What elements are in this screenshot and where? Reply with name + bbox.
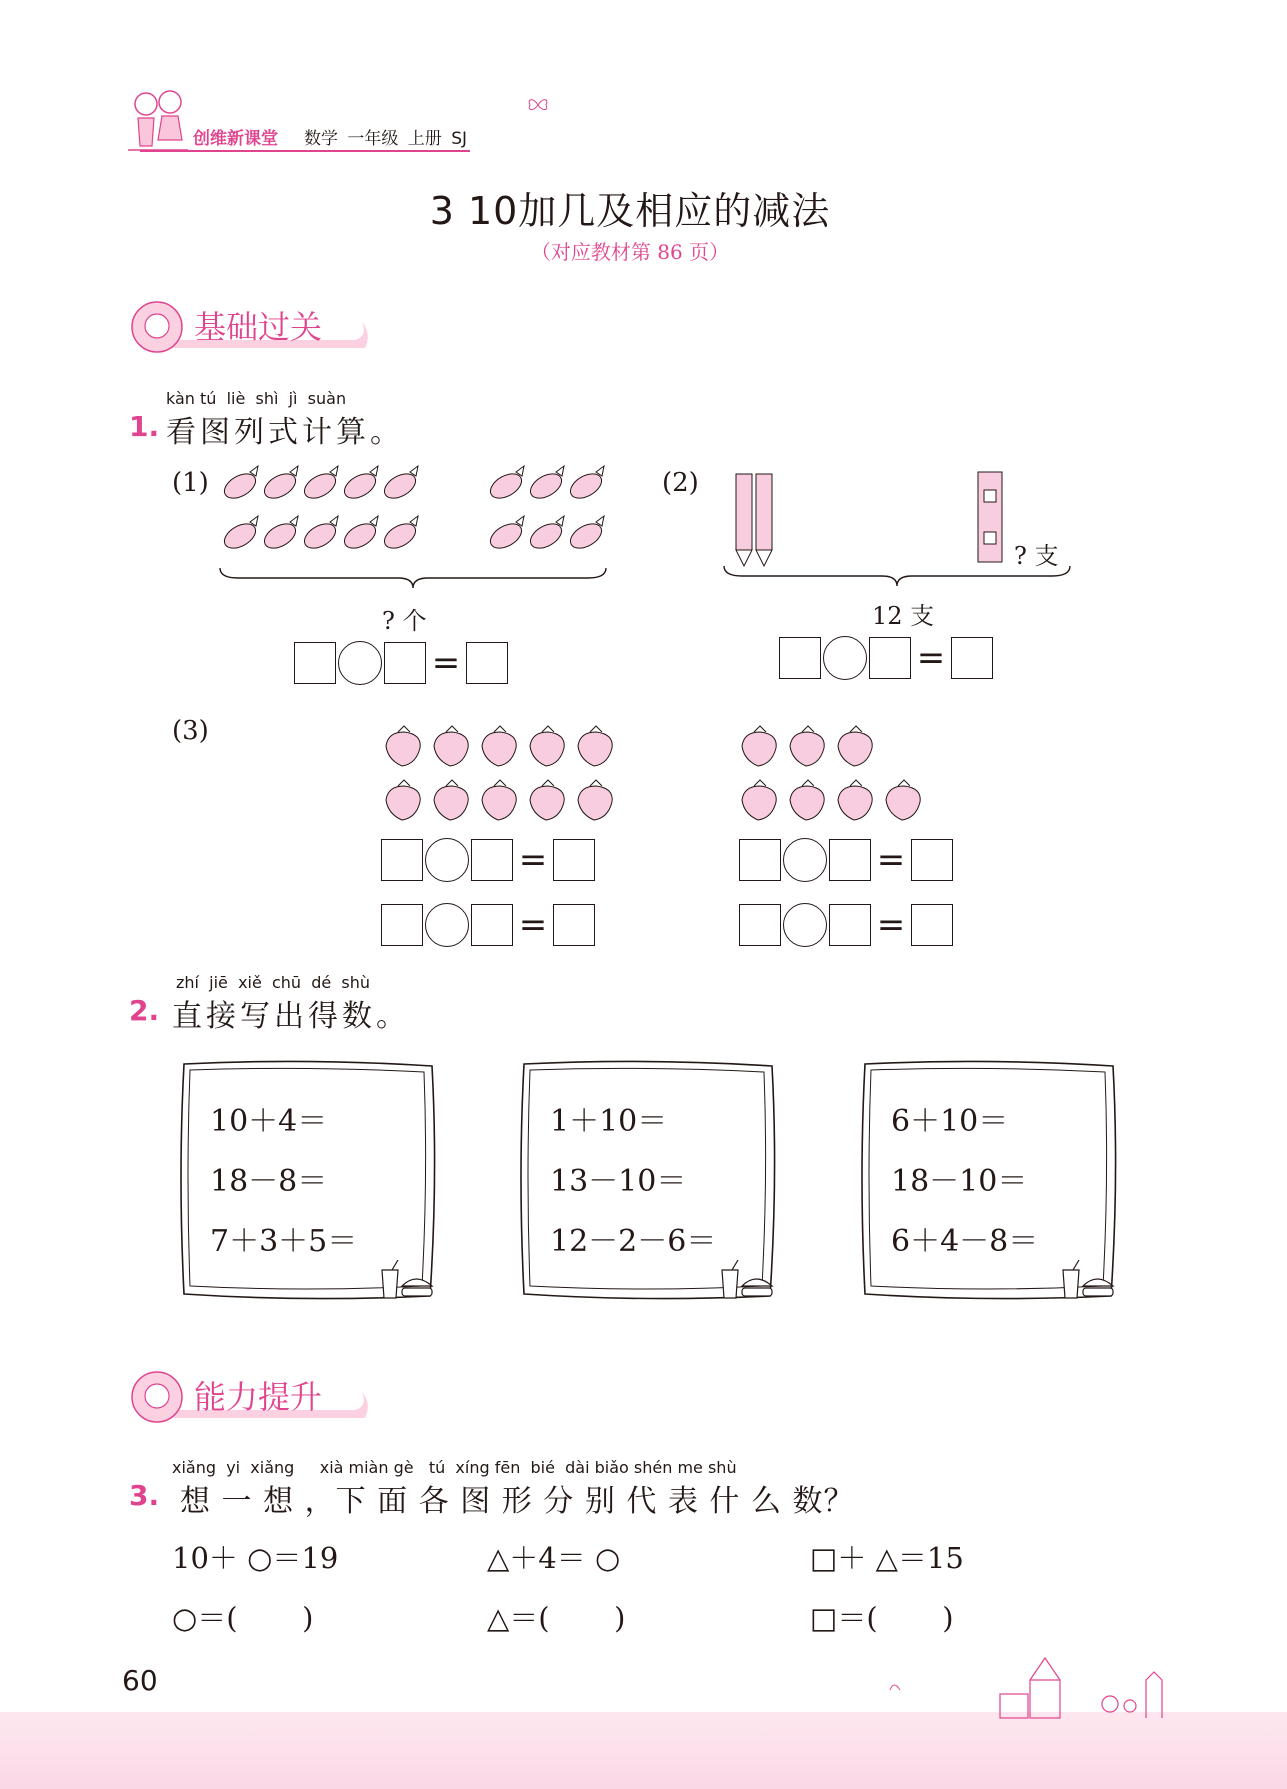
eggplant-icon	[300, 516, 339, 553]
strawberry-icon	[482, 780, 516, 820]
q1-part3-equation-3	[739, 838, 953, 882]
q1-part3-equation-4	[739, 903, 953, 947]
operator-circle[interactable]	[338, 641, 382, 685]
answer-box[interactable]	[466, 642, 508, 684]
answer-box[interactable]	[471, 904, 513, 946]
drink-burger-icon	[720, 1260, 776, 1300]
eggplant-icon	[486, 516, 525, 553]
q3-answer-triangle[interactable]: △＝( )	[487, 1601, 626, 1635]
answer-box[interactable]	[739, 904, 781, 946]
eggplant-icon	[222, 466, 260, 503]
q1-part3-equation-1	[381, 838, 595, 882]
castle-decoration-icon	[880, 1650, 1180, 1720]
butterfly-icon	[527, 96, 549, 114]
q3-answer-circle[interactable]: ○＝( )	[172, 1601, 314, 1635]
strawberry-icon	[434, 780, 468, 820]
strawberry-icon	[530, 726, 564, 766]
q2-text: 直接写出得数。	[172, 999, 410, 1034]
pencil-pair	[732, 470, 782, 570]
strawberry-group-left	[384, 724, 630, 824]
eggplant-icon	[566, 466, 605, 503]
q3-pinyin: xiǎng yi xiǎng xià miàn gè tú xíng fēn bié dài biǎo shén me shù	[172, 1458, 737, 1477]
kids-illustration	[128, 88, 188, 154]
answer-box[interactable]	[951, 637, 993, 679]
q1-part3-equation-2	[381, 903, 595, 947]
header-underline	[140, 150, 470, 152]
equals-sign: =	[518, 905, 548, 945]
answer-box[interactable]	[829, 904, 871, 946]
math-line: 6＋4－8＝	[891, 1224, 1039, 1259]
q1-part1-label: (1)	[172, 468, 209, 498]
operator-circle[interactable]	[783, 903, 827, 947]
pencil-icon	[756, 474, 772, 566]
strawberry-icon	[482, 726, 516, 766]
strawberry-group-right	[740, 724, 940, 824]
strawberry-icon	[386, 780, 420, 820]
answer-box[interactable]	[869, 637, 911, 679]
header-meta: 数学 一年级 上册 SJ	[304, 129, 468, 149]
operator-circle[interactable]	[425, 838, 469, 882]
answer-box[interactable]	[911, 904, 953, 946]
math-line: 6＋10＝	[891, 1104, 1009, 1139]
page-number: 60	[122, 1664, 158, 1697]
math-line: 7＋3＋5＝	[210, 1224, 358, 1259]
section-advanced-title: 能力提升	[194, 1378, 323, 1416]
eggplant-icon	[300, 466, 339, 503]
drink-burger-icon	[380, 1260, 436, 1300]
q3-answer-square[interactable]: □＝( )	[810, 1601, 954, 1635]
strawberry-icon	[838, 726, 872, 766]
answer-box[interactable]	[739, 839, 781, 881]
equals-sign: =	[518, 840, 548, 880]
q3-text: 想 一 想 ，下 面 各 图 形 分 别 代 表 什 么 数？	[180, 1484, 855, 1519]
brand-name: 创维新课堂	[193, 129, 278, 149]
math-line: 18－8＝	[210, 1164, 328, 1199]
footer-band	[0, 1712, 1287, 1789]
q3-equation-2: △＋4＝ ○	[487, 1541, 621, 1575]
answer-box[interactable]	[471, 839, 513, 881]
eggplant-icon	[260, 516, 299, 553]
equals-sign: =	[876, 905, 906, 945]
q3-equation-1: 10＋ ○＝19	[172, 1541, 339, 1575]
answer-box[interactable]	[553, 904, 595, 946]
eggplant-icon	[486, 466, 525, 503]
equals-sign: =	[876, 840, 906, 880]
math-line: 18－10＝	[891, 1164, 1028, 1199]
math-line: 12－2－6＝	[550, 1224, 717, 1259]
strawberry-icon	[742, 780, 776, 820]
answer-box[interactable]	[384, 642, 426, 684]
q2-pinyin: zhí jiē xiě chū dé shù	[176, 973, 371, 992]
answer-box[interactable]	[381, 904, 423, 946]
eggplant-icon	[526, 466, 565, 503]
answer-box[interactable]	[911, 839, 953, 881]
q1-part2-equation	[779, 636, 993, 680]
pencil-icon	[736, 474, 752, 566]
q1-part2-right-label: ? 支	[1014, 542, 1059, 570]
operator-circle[interactable]	[783, 838, 827, 882]
mental-math-box-1	[180, 1060, 435, 1300]
eggplant-icon	[340, 516, 379, 553]
lesson-subtitle: （对应教材第 86 页）	[530, 240, 730, 264]
q1-pinyin: kàn tú liè shì jì suàn	[166, 389, 347, 408]
mental-math-box-2	[520, 1060, 775, 1300]
q1-number: 1.	[129, 410, 160, 443]
equals-sign: =	[916, 638, 946, 678]
answer-box[interactable]	[294, 642, 336, 684]
strawberry-icon	[578, 726, 612, 766]
q1-text: 看图列式计算。	[166, 415, 404, 450]
eggplant-icon	[380, 516, 419, 553]
answer-box[interactable]	[553, 839, 595, 881]
math-line: 1＋10＝	[550, 1104, 668, 1139]
math-line: 10＋4＝	[210, 1104, 328, 1139]
q2-number: 2.	[129, 994, 160, 1027]
eggplant-icon	[526, 516, 565, 553]
answer-box[interactable]	[829, 839, 871, 881]
strawberry-icon	[790, 726, 824, 766]
eggplant-icon	[260, 466, 299, 503]
operator-circle[interactable]	[823, 636, 867, 680]
strawberry-icon	[838, 780, 872, 820]
eggplant-icon	[340, 466, 379, 503]
pencil-box-icon	[976, 470, 1006, 566]
q1-part1-answer-label: ? 个	[382, 607, 427, 635]
q1-part1-equation	[294, 641, 508, 685]
strawberry-icon	[530, 780, 564, 820]
mental-math-box-3	[861, 1060, 1116, 1300]
equals-sign: =	[431, 643, 461, 683]
strawberry-icon	[886, 780, 920, 820]
answer-box[interactable]	[381, 839, 423, 881]
strawberry-icon	[386, 726, 420, 766]
section-basic-title: 基础过关	[194, 308, 323, 346]
eggplant-icon	[222, 516, 260, 553]
operator-circle[interactable]	[425, 903, 469, 947]
q1-part2-total-label: 12 支	[872, 602, 935, 630]
brace-q1p2	[722, 564, 1072, 588]
brace-q1p1	[218, 566, 608, 590]
eggplant-icon	[380, 466, 419, 503]
answer-box[interactable]	[779, 637, 821, 679]
math-line: 13－10＝	[550, 1164, 687, 1199]
q3-number: 3.	[129, 1479, 160, 1512]
strawberry-icon	[742, 726, 776, 766]
strawberry-icon	[578, 780, 612, 820]
strawberry-icon	[434, 726, 468, 766]
q1-part2-label: (2)	[662, 468, 699, 498]
q3-equation-3: □＋ △＝15	[810, 1541, 964, 1575]
drink-burger-icon	[1061, 1260, 1117, 1300]
eggplant-icon	[566, 516, 605, 553]
lesson-title: 3 10加几及相应的减法	[429, 189, 831, 233]
strawberry-icon	[790, 780, 824, 820]
q1-part3-label: (3)	[172, 716, 209, 746]
